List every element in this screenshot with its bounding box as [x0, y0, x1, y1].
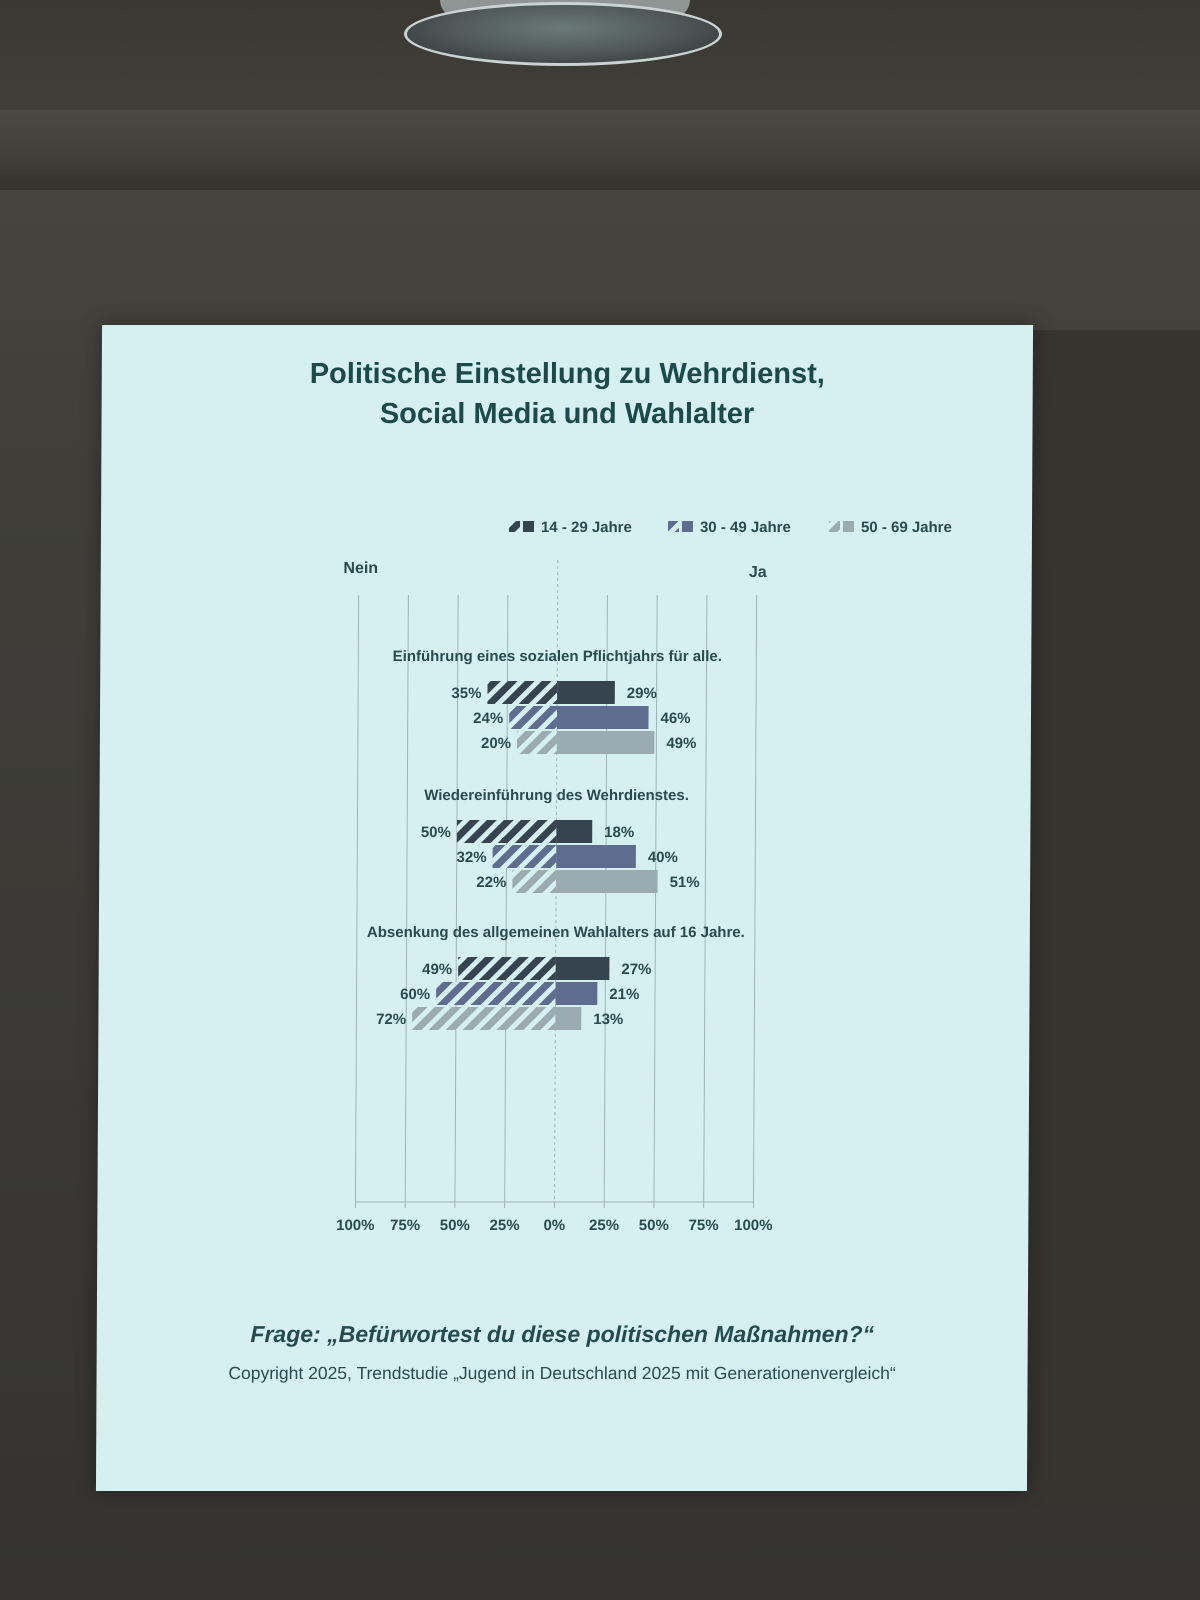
gridline: [355, 595, 358, 1202]
data-label-ja: 29%: [626, 685, 657, 702]
data-label-nein: 60%: [400, 986, 431, 1003]
data-label-nein: 50%: [420, 824, 451, 841]
data-label-nein: 32%: [456, 849, 487, 866]
data-label-ja: 27%: [621, 961, 652, 978]
data-label-ja: 21%: [609, 986, 640, 1003]
x-tick-label: 0%: [543, 1217, 566, 1234]
data-label-nein: 35%: [451, 685, 482, 702]
data-label-nein: 20%: [480, 735, 512, 752]
bar-nein: [412, 1007, 555, 1030]
wall: [1030, 330, 1200, 1500]
bar-nein: [457, 820, 557, 843]
x-tick-label: 100%: [336, 1217, 375, 1234]
bar-nein: [509, 706, 557, 729]
category-label: Absenkung des allgemeinen Wahlalters auf 16 Jahre.: [366, 924, 745, 941]
bar-ja: [556, 845, 636, 868]
gridline: [704, 595, 707, 1202]
data-label-ja: 40%: [647, 849, 678, 866]
data-label-ja: 49%: [666, 735, 697, 752]
x-tick-label: 25%: [589, 1217, 620, 1234]
legend-label: 14 - 29 Jahre: [540, 519, 632, 536]
data-label-ja: 46%: [660, 710, 691, 727]
bar-nein: [487, 681, 557, 704]
bar-ja: [557, 731, 655, 754]
bar-ja: [555, 1007, 581, 1030]
gridline: [753, 595, 756, 1202]
ceiling-beam: [0, 110, 1200, 190]
legend-swatch-ja: [843, 521, 854, 532]
bar-ja: [556, 870, 658, 893]
x-tick-label: 75%: [688, 1217, 719, 1234]
data-label-nein: 22%: [476, 874, 507, 891]
nein-label: Nein: [343, 560, 379, 577]
data-label-ja: 51%: [669, 874, 700, 891]
category-label: Einführung eines sozialen Pflichtjahrs für alle.: [392, 648, 722, 665]
legend-swatch-nein: [509, 521, 520, 532]
projection-screen: [96, 325, 1033, 1491]
bar-ja: [557, 706, 649, 729]
x-tick-label: 50%: [439, 1217, 470, 1234]
survey-question: Frage: „Befürwortest du diese politischen Maßnahmen?“: [250, 1321, 875, 1347]
bar-ja: [555, 982, 597, 1005]
bar-ja: [557, 681, 615, 704]
x-tick-label: 50%: [638, 1217, 669, 1234]
data-label-nein: 49%: [422, 961, 453, 978]
bar-ja: [556, 957, 610, 980]
bar-ja: [556, 820, 592, 843]
legend-label: 50 - 69 Jahre: [860, 519, 952, 536]
legend-swatch-ja: [523, 521, 534, 532]
gridline: [405, 595, 408, 1202]
legend-swatch-nein: [668, 521, 679, 532]
data-label-ja: 18%: [604, 824, 635, 841]
x-tick-label: 100%: [734, 1217, 773, 1234]
legend-swatch-nein: [829, 521, 840, 532]
data-label-ja: 13%: [593, 1011, 624, 1028]
x-tick-label: 25%: [489, 1217, 520, 1234]
bar-nein: [436, 982, 556, 1005]
chart-title-line-2: Social Media und Wahlalter: [379, 398, 755, 430]
category-label: Wiedereinführung des Wehrdienstes.: [424, 787, 689, 804]
bar-nein: [517, 731, 557, 754]
ceiling-lamp: [404, 2, 722, 66]
copyright-note: Copyright 2025, Trendstudie „Jugend in Deutschland 2025 mit Generationenvergleich“: [228, 1363, 896, 1383]
bar-nein: [458, 957, 556, 980]
x-tick-label: 75%: [390, 1217, 421, 1234]
diverging-bar-chart: [97, 325, 1033, 1315]
data-label-nein: 72%: [376, 1011, 407, 1028]
bar-nein: [512, 870, 556, 893]
ja-label: Ja: [748, 564, 767, 581]
legend-swatch-ja: [682, 521, 693, 532]
chart-title-line-1: Politische Einstellung zu Wehrdienst,: [309, 358, 825, 390]
bar-nein: [493, 845, 557, 868]
legend-label: 30 - 49 Jahre: [699, 519, 791, 536]
data-label-nein: 24%: [473, 710, 504, 727]
